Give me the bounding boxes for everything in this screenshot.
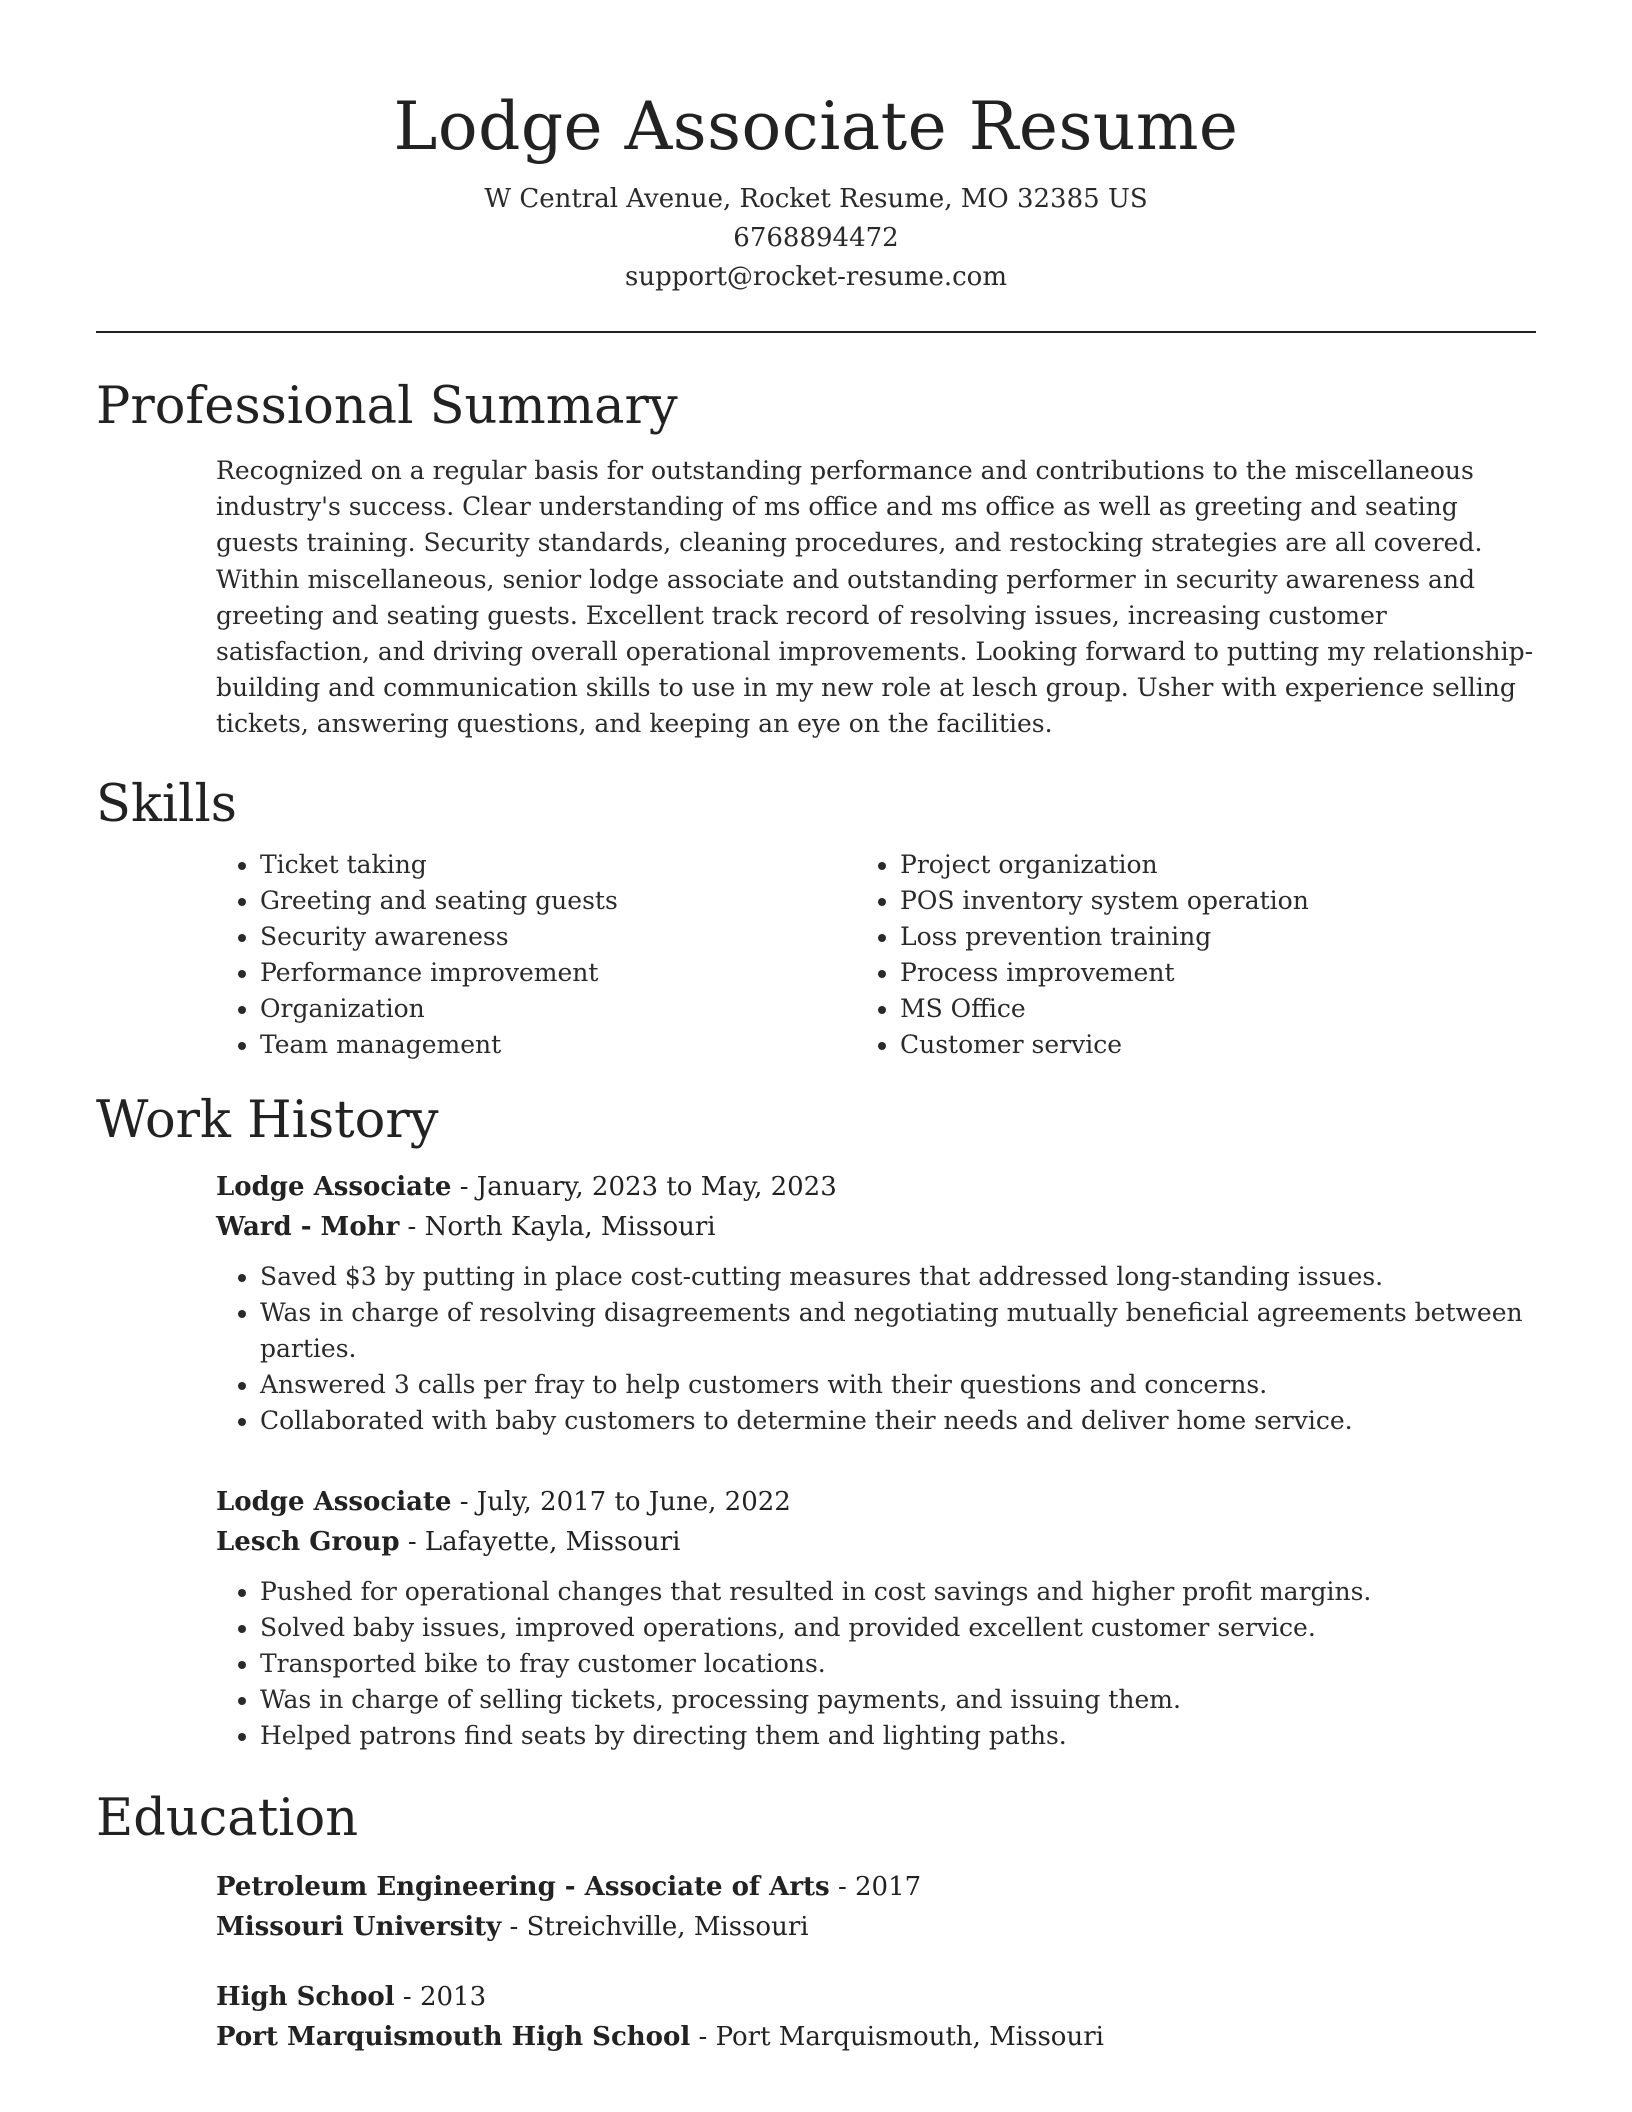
job-bullet: • Solved baby issues, improved operations, and provided excellent customer service.: [260, 1610, 1536, 1646]
education-entry: [216, 1977, 1536, 2057]
summary-heading: Professional Summary: [96, 377, 678, 436]
job-bullet: • Was in charge of selling tickets, processing payments, and issuing them.: [260, 1682, 1536, 1718]
education-year: - 2013: [394, 1981, 487, 2012]
skills-section: [96, 773, 1536, 1063]
education-school: Missouri University: [216, 1911, 502, 1942]
education-year: - 2017: [829, 1871, 922, 1902]
job-company: Lesch Group: [216, 1526, 400, 1557]
education-location: - Streichville, Missouri: [501, 1911, 809, 1942]
education-section: [96, 1787, 1536, 2057]
education-degree-line: [216, 1977, 1536, 2017]
job-title-line: [216, 1167, 1536, 1207]
job-position: Lodge Associate: [216, 1486, 452, 1517]
skill-item: • POS inventory system operation: [900, 883, 1506, 919]
education-degree-line: [216, 1867, 1536, 1907]
work-history-section: [96, 1089, 1536, 1755]
contact-email: support@rocket-resume.com: [624, 262, 1007, 292]
education-location: - Port Marquismouth, Missouri: [690, 2021, 1104, 2052]
header-divider: [96, 331, 1536, 333]
job-dates: - January, 2023 to May, 2023: [451, 1171, 837, 1202]
summary-text: Recognized on a regular basis for outstanding performance and contributions to the miscellaneous industry's success. Clear understanding of ms office and ms office as well as greeting and seating guests training. Security standards, cleaning procedures, and restocking strategies are all covered. Within miscellaneous, senior lodge associate and outstanding performer in security awareness and greeting and seating guests. Excellent track record of resolving issues, increasing customer satisfaction, and driving overall operational improvements. Looking forward to putting my relationship-building and communication skills to use in my new role at lesch group. Usher with experience selling tickets, answering questions, and keeping an eye on the facilities.: [216, 456, 1534, 739]
job-company-line: [216, 1522, 1536, 1562]
contact-info: [96, 180, 1536, 297]
skills-list-right: [856, 847, 1506, 1063]
job-bullet: • Helped patrons find seats by directing them and lighting paths.: [260, 1718, 1536, 1754]
job-entry: [216, 1482, 1536, 1755]
job-bullet: • Answered 3 calls per fray to help customers with their questions and concerns.: [260, 1367, 1536, 1403]
education-school: Port Marquismouth High School: [216, 2021, 691, 2052]
summary-section: [96, 375, 1536, 743]
job-bullets: [216, 1259, 1536, 1440]
skill-item: • Security awareness: [260, 919, 866, 955]
job-bullet: • Transported bike to fray customer locations.: [260, 1646, 1536, 1682]
skill-item: • Greeting and seating guests: [260, 883, 866, 919]
skill-item: • Ticket taking: [260, 847, 866, 883]
job-entry: [216, 1167, 1536, 1440]
education-heading: Education: [96, 1788, 359, 1848]
job-company: Ward - Mohr: [216, 1211, 400, 1242]
skill-item: • Performance improvement: [260, 955, 866, 991]
job-bullet: • Saved $3 by putting in place cost-cutting measures that addressed long-standing issues.: [260, 1259, 1536, 1295]
job-dates: - July, 2017 to June, 2022: [451, 1486, 791, 1517]
skill-item: • Team management: [260, 1027, 866, 1063]
skills-grid: [216, 847, 1536, 1063]
education-school-line: [216, 1907, 1536, 1947]
skill-item: • Customer service: [900, 1027, 1506, 1063]
job-location: - Lafayette, Missouri: [399, 1526, 681, 1557]
job-company-line: [216, 1207, 1536, 1247]
job-bullet: • Was in charge of resolving disagreements and negotiating mutually beneficial agreements between parties.: [260, 1295, 1536, 1367]
job-bullet: • Pushed for operational changes that resulted in cost savings and higher profit margins.: [260, 1574, 1536, 1610]
resume-header: [96, 0, 1536, 297]
skills-list-left: [216, 847, 866, 1063]
work-history-heading: Work History: [96, 1090, 439, 1150]
skill-item: • Process improvement: [900, 955, 1506, 991]
skill-item: • Organization: [260, 991, 866, 1027]
education-school-line: [216, 2017, 1536, 2057]
skill-item: • Loss prevention training: [900, 919, 1506, 955]
job-location: - North Kayla, Missouri: [399, 1211, 716, 1242]
skill-item: • Project organization: [900, 847, 1506, 883]
resume-page: [96, 0, 1536, 2057]
skill-item: • MS Office: [900, 991, 1506, 1027]
contact-phone: 6768894472: [733, 223, 899, 253]
job-bullet: • Collaborated with baby customers to determine their needs and deliver home service.: [260, 1403, 1536, 1439]
job-bullets: [216, 1574, 1536, 1755]
education-degree: High School: [216, 1981, 395, 2012]
resume-title: Lodge Associate Resume: [393, 88, 1239, 165]
skills-heading: Skills: [96, 774, 237, 834]
contact-address: W Central Avenue, Rocket Resume, MO 32385 US: [484, 184, 1148, 214]
education-entry: [216, 1867, 1536, 1947]
education-degree: Petroleum Engineering - Associate of Arts: [216, 1871, 830, 1902]
job-position: Lodge Associate: [216, 1171, 452, 1202]
job-title-line: [216, 1482, 1536, 1522]
